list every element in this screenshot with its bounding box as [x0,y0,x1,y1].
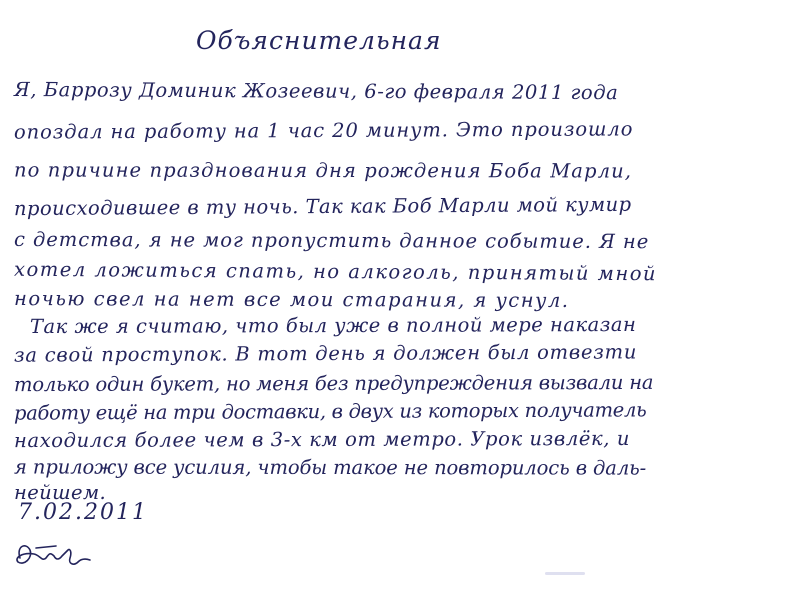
text-line-13: я приложу все усилия, чтобы такое не повторилось в даль- [13,455,647,480]
text-line-4: происходившее в ту ночь. Так как Боб Марли мой кумир [13,192,632,221]
text-line-10: только один букет, но меня без предупреждения вызвали на [13,370,654,397]
text-line-5: с детства, я не мог пропустить данное событие. Я не [13,227,650,254]
text-line-8: Так же я считаю, что был уже в полной мере наказан [29,312,637,339]
text-line-3: по причине празднования дня рождения Боба Марли, [13,158,633,183]
document-title: Объяснительная [196,26,442,55]
text-line-6: хотел ложиться спать, но алкоголь, принятый мной [13,257,658,286]
text-line-1: Я, Баррозу Доминик Жозеевич, 6-го февраля 2011 года [13,78,619,105]
text-line-9: за свой проступок. В тот день я должен был отвезти [13,340,638,367]
text-line-11: работу ещё на три доставки, в двух из которых получатель [13,398,647,425]
ink-smudge [545,572,585,575]
document-date: 7.02.2011 [18,500,148,525]
text-line-2: опоздал на работу на 1 час 20 минут. Это произошло [13,117,634,144]
signature-image [12,536,104,576]
text-line-12: находился более чем в 3-х км от метро. Урок извлёк, и [13,426,631,453]
text-line-7: ночью свел на нет все мои старания, я уснул. [13,287,570,312]
text-line-14: нейшем. [14,481,107,504]
